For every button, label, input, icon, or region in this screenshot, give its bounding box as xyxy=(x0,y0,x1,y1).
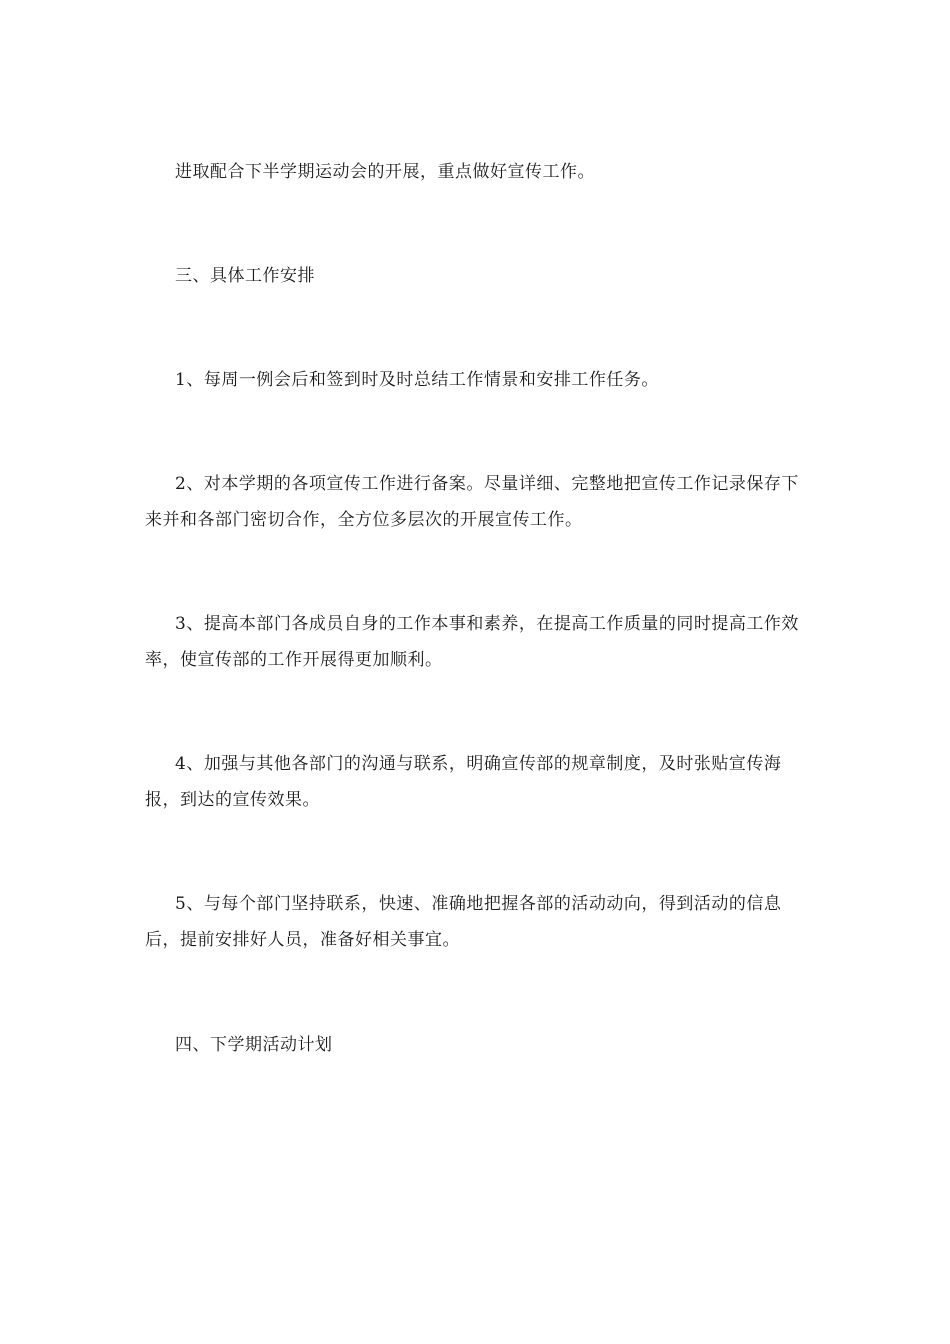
list-item-5: 5、与每个部门坚持联系，快速、准确地把握各部的活动动向，得到活动的信息后，提前安排好人员，准备好相关事宜。 xyxy=(145,894,782,950)
paragraph-intro-continuation: 进取配合下半学期运动会的开展，重点做好宣传工作。 xyxy=(175,162,595,182)
list-item-3: 3、提高本部门各成员自身的工作本事和素养，在提高工作质量的同时提高工作效率，使宣传部的工作开展得更加顺利。 xyxy=(145,614,799,670)
list-item-2: 2、对本学期的各项宣传工作进行备案。尽量详细、完整地把宣传工作记录保存下来并和各部门密切合作，全方位多层次的开展宣传工作。 xyxy=(145,474,799,530)
section-heading-activity-plan: 四、下学期活动计划 xyxy=(175,1035,333,1055)
list-item-4: 4、加强与其他各部门的沟通与联系，明确宣传部的规章制度，及时张贴宣传海报，到达的宣传效果。 xyxy=(145,754,782,810)
list-item-1: 1、每周一例会后和签到时及时总结工作情景和安排工作任务。 xyxy=(175,370,659,390)
section-heading-work-arrangement: 三、具体工作安排 xyxy=(175,266,315,286)
